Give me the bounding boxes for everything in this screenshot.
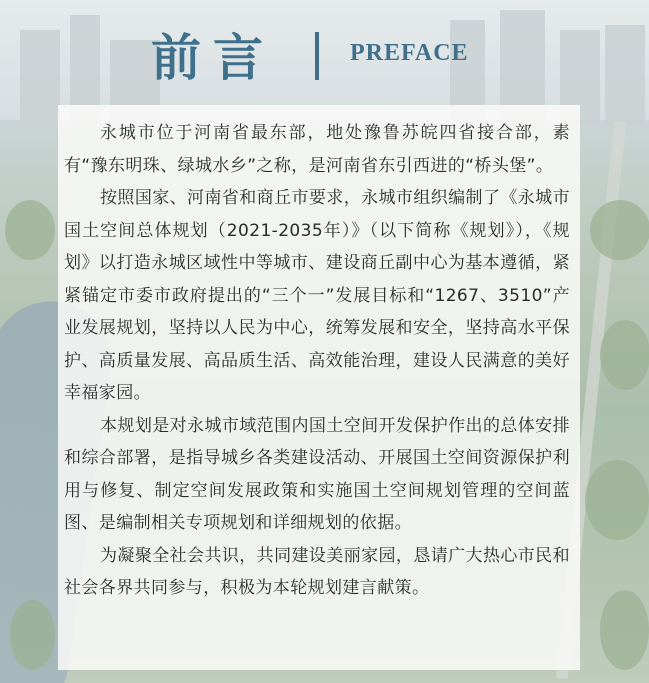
title-divider: [315, 32, 319, 80]
paragraph-call-to-action: 为凝聚全社会共识，共同建设美丽家园，恳请广大热心市民和社会各界共同参与，积极为本轮规划建言献策。: [64, 545, 570, 598]
page-title: 前言: [151, 28, 275, 87]
preface-text-panel: [58, 105, 580, 670]
page-subtitle-english: PREFACE: [350, 40, 469, 66]
header: [0, 12, 649, 92]
paragraph-plan-overview: 按照国家、河南省和商丘市要求，永城市组织编制了《永城市国土空间总体规划（2021-2035年）》（以下简称《规划》），《规划》以打造永城区域性中等城市、建设商丘副中心为基本遵循，紧紧锚定市委市政府提出的“三个一”发展目标和“1267、3510”产业发展规划，坚持以人民为中心，统筹发展和安全，坚持高水平保护、高质量发展、高品质生活、高效能治理，建设人民满意的美好幸福家园。: [64, 188, 570, 403]
paragraph-plan-role: 本规划是对永城市域范围内国土空间开发保护作出的总体安排和综合部署，是指导城乡各类建设活动、开展国土空间资源保护利用与修复、制定空间发展政策和实施国土空间规划管理的空间蓝图、是编制相关专项规划和详细规划的依据。: [64, 415, 570, 533]
paragraph-intro: 永城市位于河南省最东部，地处豫鲁苏皖四省接合部，素有“豫东明珠、绿城水乡”之称，是河南省东引西进的“桥头堡”。: [64, 123, 570, 176]
